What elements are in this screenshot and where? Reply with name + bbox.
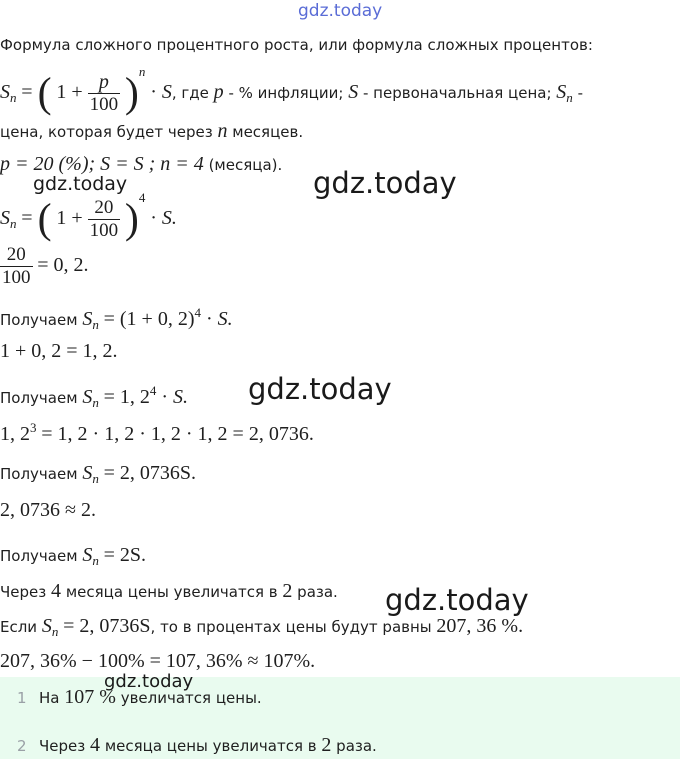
step-1: Получаем $S_n = (1 + 0$, 2)$^4$ · S.	[0, 305, 233, 332]
answers-panel	[0, 677, 680, 759]
formula-line: $S_n$ = ( 1 + $\frac{p}{100}$ )$^n$ · S, где p - % инфляции; S - первоначальная цена; $S_n$ -	[0, 64, 583, 117]
given-line: p = 20 (%); S = S ; n = 4 (месяца).	[0, 153, 283, 175]
intro-text: Формула сложного процентного роста, или формула сложных процентов:	[0, 36, 593, 54]
substituted-formula: $S_n$ = ( 1 + $\frac{20}{100}$ )$^4$ · S.	[0, 190, 177, 243]
step-9: Если $S_n = 2$, 0736S, то в процентах цены будут равны 207, 36 %.	[0, 615, 524, 639]
formula-s-label: - первоначальная цена;	[362, 84, 552, 102]
formula-line-2: цена, которая будет через n месяцев.	[0, 120, 304, 142]
watermark-2: gdz.today	[313, 166, 457, 200]
step-2: 1 + 0, 2 = 1, 2.	[0, 340, 118, 362]
step-7: Получаем $S_n = 2S$.	[0, 544, 146, 568]
watermark-1: gdz.today	[33, 173, 128, 195]
answer-2: 2 Через 4 месяца цены увеличатся в 2 раза.	[17, 734, 377, 756]
step-5: Получаем $S_n = 2$, 0736S.	[0, 462, 196, 486]
formula-p-label: - % инфляции;	[228, 84, 344, 102]
answer-1: 1 На 107 % увеличатся цены.	[17, 686, 262, 708]
watermark-3: gdz.today	[248, 372, 392, 406]
step-6: 2, 0736 ≈ 2.	[0, 499, 96, 521]
step-4: 1, $2^3 = 1$, 2 · 1, 2 · 1, 2 · 1, 2 = 2, 0736.	[0, 420, 314, 445]
watermark-5: gdz.today	[104, 671, 194, 692]
watermark-top: gdz.today	[298, 1, 383, 21]
step-10: 207, 36% − 100% = 107, 36% ≈ 107%.	[0, 650, 316, 672]
watermark-4: gdz.today	[385, 583, 529, 617]
formula-where: , где	[171, 84, 209, 102]
fraction-step: $\frac{20}{100}$ = 0, 2.	[2, 244, 89, 288]
fraction-p-100: $\frac{p}{100}$	[89, 71, 119, 115]
step-3: Получаем $S_n = 1$, $2^4 \cdot S$.	[0, 383, 189, 410]
step-8: Через 4 месяца цены увеличатся в 2 раза.	[0, 580, 338, 602]
formula-dash: -	[577, 84, 583, 102]
